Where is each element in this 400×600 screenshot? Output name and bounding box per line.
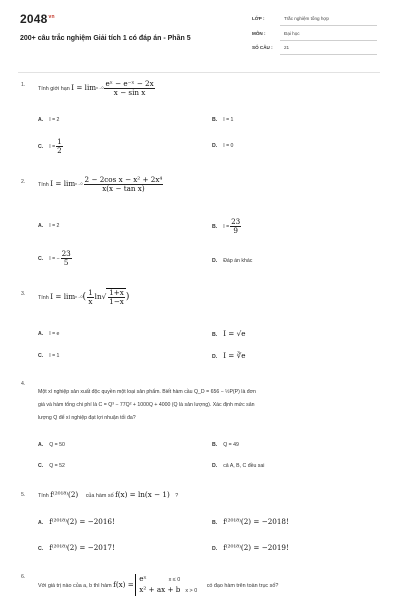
question-stem: Tính I = lim x→0 $\frac{\text{2 − 2cos x − x² + 2x⁴}}{\text{x(x − tan x)}}$	[38, 175, 163, 193]
option-c[interactable]: C. Q = 52	[38, 463, 65, 469]
option-c[interactable]: C. f⁽²⁰¹⁸⁾(2) = −2017!	[38, 543, 115, 552]
question-stem: Một xí nghiệp sản xuất độc quyền một loại sản phẩm. Biết hàm cầu Q_D = 656 − ½P(P) là đơn giá và hàm tổng chi phí là C = Q³ − 77Q² + 1000Q + 4000 (Q là sản lượng). Xác định mức sản lượng Q để xí nghiệp đạt lợi nhuận tối đa?	[38, 389, 256, 421]
option-d[interactable]: D. Đáp án khác	[212, 258, 253, 264]
option-b[interactable]: B. Q = 49	[212, 442, 239, 448]
brand-logo[interactable]: $2048^{vn}$	[20, 12, 55, 26]
option-c[interactable]: C. I = 1	[38, 353, 60, 359]
option-d[interactable]: D. I = 0	[212, 143, 234, 149]
question-number: 2.	[21, 179, 26, 185]
option-a[interactable]: A. I = 2	[38, 223, 60, 229]
meta-class: LỚP : Trắc nghiệm tổng hợp	[252, 16, 377, 26]
question-number: 3.	[21, 291, 26, 297]
option-a[interactable]: A. f⁽²⁰¹⁸⁾(2) = −2016!	[38, 517, 115, 526]
option-a[interactable]: A. I = 2	[38, 117, 60, 123]
question-stem: Tính f⁽²⁰¹⁸⁾(2) của hàm số f(x) = ln(x − 1) ?	[38, 490, 179, 499]
option-c[interactable]: C. I = − $\frac{23}{5}$	[38, 249, 71, 267]
page-title: 200+ câu trắc nghiệm Giải tích 1 có đáp án - Phần 5	[20, 35, 191, 42]
question-stem: Tính I = lim x→0 ( $\frac{1}{x}$ ln√ $\frac{1+x}{1-x}$ )	[38, 288, 130, 306]
option-d[interactable]: D. I = ∛e	[212, 351, 246, 360]
question-number: 4.	[21, 381, 26, 387]
option-d[interactable]: D. f⁽²⁰¹⁸⁾(2) = −2019!	[212, 543, 289, 552]
option-b[interactable]: B. I = $\frac{23}{9}$	[212, 217, 241, 235]
option-b[interactable]: B. I = 1	[212, 117, 234, 123]
question-number: 6.	[21, 574, 26, 580]
option-a[interactable]: A. Q = 50	[38, 442, 65, 448]
question-number: 1.	[21, 82, 26, 88]
meta-count: SỐ CÂU : 21	[252, 45, 377, 55]
option-a[interactable]: A. I = e	[38, 331, 60, 337]
question-stem: Tính giới hạn I = lim x→0 $\frac{\text{eˣ − e⁻ˣ − 2x}}{\text{x − sin x}}$	[38, 79, 154, 97]
piecewise-cases: eˣ x ≤ 0 x² + ax + b x > 0	[135, 574, 197, 596]
option-b[interactable]: B. I = √e	[212, 329, 246, 338]
header-divider	[18, 72, 380, 73]
header	[0, 0, 400, 64]
question-stem: Với giá trị nào của a, b thì hàm f(x) = eˣ x ≤ 0 x² + ax + b x > 0 có đạo hàm trên toàn trục số?	[38, 574, 279, 594]
option-d[interactable]: D. cả A, B, C đều sai	[212, 463, 265, 469]
meta-subject: MÔN : Đại học	[252, 31, 377, 41]
option-b[interactable]: B. f⁽²⁰¹⁸⁾(2) = −2018!	[212, 517, 289, 526]
question-number: 5.	[21, 492, 26, 498]
option-c[interactable]: C. I = $\frac{1}{2}$	[38, 137, 62, 155]
